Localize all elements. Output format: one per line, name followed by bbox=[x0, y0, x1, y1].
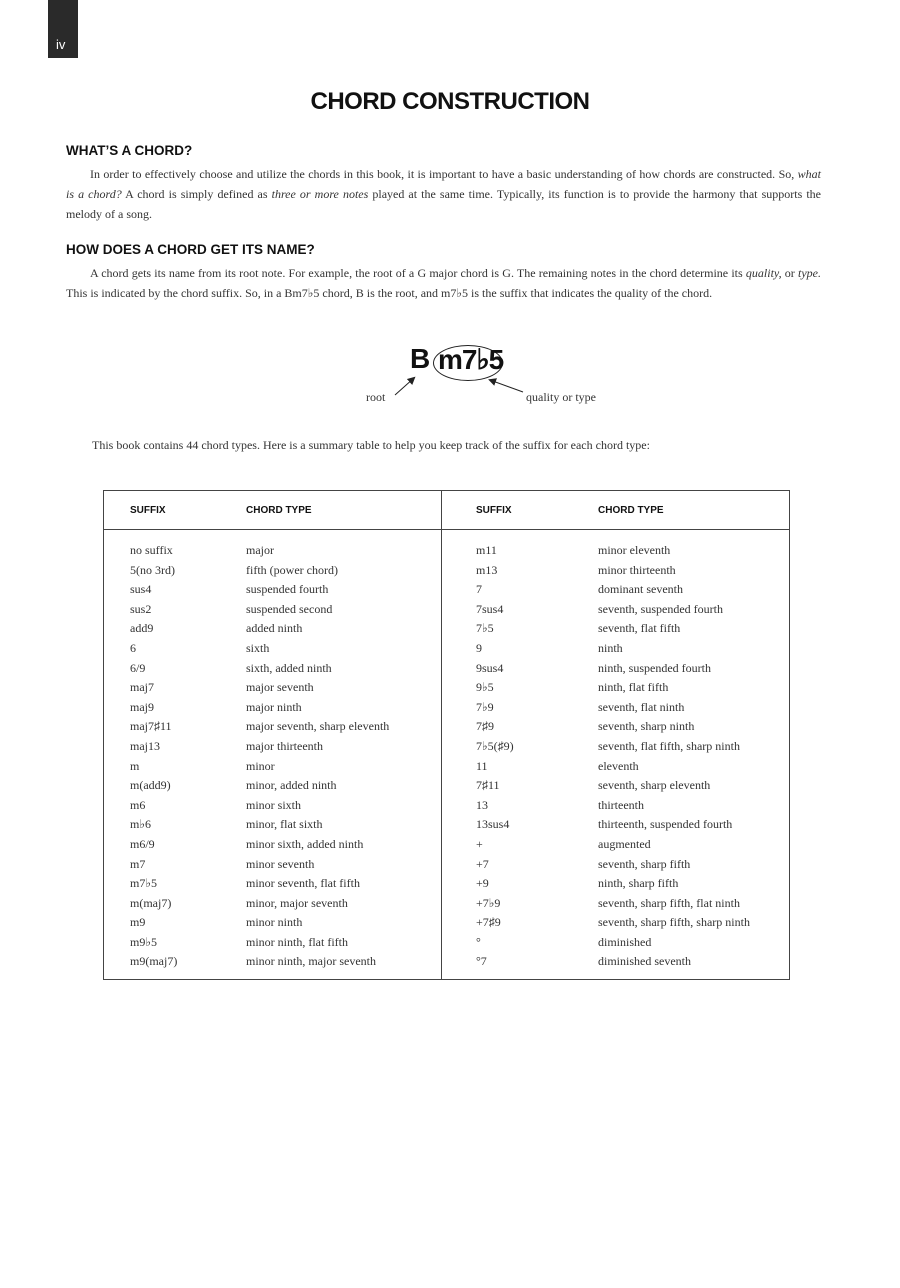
chord-type-cell: seventh, sharp fifth, flat ninth bbox=[598, 895, 740, 910]
suffix-list bbox=[130, 541, 177, 972]
emphasis: three or more notes bbox=[271, 187, 369, 201]
chord-suffix-cell: 7♭5(♯9) bbox=[476, 738, 514, 753]
quality-label: quality or type bbox=[526, 390, 596, 404]
chord-type-cell: seventh, sharp fifth, sharp ninth bbox=[598, 915, 750, 930]
suffix-list bbox=[476, 541, 514, 972]
chord-suffix-cell: 7sus4 bbox=[476, 601, 504, 616]
chord-suffix-cell: 7♭5 bbox=[476, 621, 494, 636]
chord-suffix-cell: m♭6 bbox=[130, 817, 151, 832]
emphasis: what is a chord? bbox=[66, 167, 821, 201]
root-label: root bbox=[366, 390, 386, 404]
chord-suffix-cell: m bbox=[130, 758, 140, 773]
chord-type-cell: suspended fourth bbox=[246, 582, 329, 597]
chord-type-cell: ninth, suspended fourth bbox=[598, 660, 711, 675]
chord-type-cell: seventh, flat ninth bbox=[598, 699, 685, 714]
chord-suffix-cell: +7♭9 bbox=[476, 895, 501, 910]
chord-type-cell: sixth, added ninth bbox=[246, 660, 332, 675]
chord-type-list bbox=[598, 541, 750, 972]
chord-type-cell: added ninth bbox=[246, 621, 303, 636]
chord-suffix-cell: 7 bbox=[476, 582, 482, 597]
chord-suffix-cell: 13sus4 bbox=[476, 817, 510, 832]
chord-type-cell: minor eleventh bbox=[598, 543, 671, 557]
chord-type-cell: seventh, flat fifth, sharp ninth bbox=[598, 738, 740, 753]
chord-type-cell: thirteenth, suspended fourth bbox=[598, 817, 733, 832]
suffix-header: SUFFIX bbox=[476, 505, 512, 516]
chord-type-cell: minor bbox=[246, 758, 275, 773]
emphasis: quality, bbox=[745, 266, 782, 280]
chord-type-cell: major ninth bbox=[246, 699, 302, 714]
chord-type-cell: minor ninth bbox=[246, 915, 303, 930]
chord-type-cell: thirteenth bbox=[598, 797, 644, 812]
chord-suffix-cell: 9 bbox=[476, 640, 482, 655]
emphasis: type. bbox=[798, 266, 821, 280]
chord-suffix-cell: m13 bbox=[476, 562, 498, 577]
chord-type-cell: eleventh bbox=[598, 758, 639, 773]
chord-suffix: m7♭5 bbox=[438, 344, 504, 375]
suffix-header: SUFFIX bbox=[130, 505, 166, 516]
chord-type-cell: minor ninth, flat fifth bbox=[246, 934, 348, 949]
chord-suffix-cell: + bbox=[476, 836, 483, 851]
chord-suffix-cell: 7♭9 bbox=[476, 699, 494, 714]
page-title: CHORD CONSTRUCTION bbox=[310, 88, 590, 115]
page-number: iv bbox=[56, 37, 66, 52]
chord-suffix-cell: °7 bbox=[476, 954, 487, 969]
chord-suffix-cell: no suffix bbox=[130, 543, 173, 557]
header-rule bbox=[104, 529, 789, 530]
column-divider bbox=[441, 491, 442, 979]
chord-suffix-cell: 9sus4 bbox=[476, 660, 504, 675]
chord-suffix-cell: 13 bbox=[476, 797, 488, 812]
chord-type-cell: suspended second bbox=[246, 601, 333, 616]
chord-suffix-cell: +7♯9 bbox=[476, 915, 501, 930]
chord-type-cell: seventh, sharp ninth bbox=[598, 719, 695, 734]
section-paragraph: A chord gets its name from its root note. For example, the root of a G major chord is G. The remaining notes in the chord determine its quality, or type. This is indicated by the chord suffix. So, in a Bm7♭5 chord, B is the root, and m7♭5 is the suffix that indicates the quality of the chord. bbox=[66, 266, 821, 300]
chord-type-cell: minor sixth bbox=[246, 797, 302, 812]
chord-type-cell: sixth bbox=[246, 640, 270, 655]
chord-suffix-cell: 9♭5 bbox=[476, 680, 494, 695]
section-heading: WHAT’S A CHORD? bbox=[66, 143, 193, 158]
page-number-tab bbox=[48, 0, 78, 58]
chord-suffix-cell: m11 bbox=[476, 543, 497, 557]
chord-suffix-cell: m(add9) bbox=[130, 778, 171, 793]
chord-type-cell: minor, flat sixth bbox=[246, 817, 323, 832]
quality-arrow bbox=[490, 380, 523, 392]
chord-type-header: CHORD TYPE bbox=[598, 505, 664, 516]
chord-suffix-cell: m9(maj7) bbox=[130, 954, 178, 969]
chord-type-cell: minor, major seventh bbox=[246, 895, 348, 910]
chord-suffix-cell: 6 bbox=[130, 640, 136, 655]
chord-type-cell: diminished seventh bbox=[598, 954, 691, 969]
table-intro: This book contains 44 chord types. Here is a summary table to help you keep track of the suffix for each chord type: bbox=[92, 438, 650, 452]
chord-suffix-cell: sus2 bbox=[130, 601, 152, 616]
chord-suffix-cell: 5(no 3rd) bbox=[130, 562, 175, 577]
chord-type-cell: seventh, sharp fifth bbox=[598, 856, 691, 871]
chord-type-cell: major bbox=[246, 543, 274, 557]
chord-suffix-cell: 6/9 bbox=[130, 660, 146, 675]
chord-suffix-cell: 7♯11 bbox=[476, 778, 500, 793]
section-paragraph: In order to effectively choose and utilize the chords in this book, it is important to have a basic understanding of how chords are constructed. So, what is a chord? A chord is simply defined as three or more notes played at the same time. Typically, its function is to provide the harmony that supports the melody of a song. bbox=[66, 167, 821, 221]
chord-type-cell: ninth bbox=[598, 640, 623, 655]
chord-type-cell: major seventh bbox=[246, 680, 314, 695]
chord-suffix-cell: sus4 bbox=[130, 582, 152, 597]
chord-type-cell: ninth, flat fifth bbox=[598, 680, 669, 695]
chord-name-diagram bbox=[340, 335, 640, 415]
chord-type-cell: minor seventh, flat fifth bbox=[246, 876, 360, 891]
chord-type-cell: diminished bbox=[598, 934, 652, 949]
chord-type-cell: minor thirteenth bbox=[598, 562, 676, 577]
section-whats-a-chord bbox=[66, 143, 821, 224]
chord-type-cell: minor seventh bbox=[246, 856, 315, 871]
chord-suffix-cell: +9 bbox=[476, 876, 489, 891]
chord-root: B bbox=[410, 343, 431, 374]
chord-suffix-cell: add9 bbox=[130, 621, 154, 636]
chord-suffix-cell: m(maj7) bbox=[130, 895, 172, 910]
chord-suffix-cell: m9 bbox=[130, 915, 146, 930]
chord-suffix-cell: maj9 bbox=[130, 699, 154, 714]
chord-type-cell: seventh, flat fifth bbox=[598, 621, 681, 636]
chord-type-cell: minor sixth, added ninth bbox=[246, 836, 364, 851]
chord-suffix-cell: ° bbox=[476, 934, 481, 949]
chord-type-list bbox=[246, 541, 389, 972]
chord-type-cell: fifth (power chord) bbox=[246, 562, 338, 577]
chord-type-cell: seventh, suspended fourth bbox=[598, 601, 723, 616]
chord-suffix-cell: m9♭5 bbox=[130, 934, 157, 949]
chord-type-cell: dominant seventh bbox=[598, 582, 683, 597]
section-chord-name bbox=[66, 242, 821, 303]
chord-suffix-cell: 11 bbox=[476, 758, 488, 773]
chord-type-cell: augmented bbox=[598, 836, 651, 851]
chord-type-cell: minor ninth, major seventh bbox=[246, 954, 376, 969]
chord-suffix-cell: m6/9 bbox=[130, 836, 155, 851]
chord-type-cell: major seventh, sharp eleventh bbox=[246, 719, 390, 734]
chord-suffix-cell: 7♯9 bbox=[476, 719, 494, 734]
chord-types-table bbox=[103, 490, 790, 980]
chord-type-cell: minor, added ninth bbox=[246, 778, 337, 793]
chord-suffix-cell: m6 bbox=[130, 797, 146, 812]
chord-type-cell: major thirteenth bbox=[246, 738, 323, 753]
chord-suffix-cell: m7♭5 bbox=[130, 876, 157, 891]
chord-suffix-cell: maj13 bbox=[130, 738, 160, 753]
chord-type-header: CHORD TYPE bbox=[246, 505, 312, 516]
chord-suffix-cell: maj7 bbox=[130, 680, 154, 695]
chord-suffix-cell: +7 bbox=[476, 856, 489, 871]
chord-type-cell: ninth, sharp fifth bbox=[598, 876, 679, 891]
chord-suffix-cell: m7 bbox=[130, 856, 146, 871]
chord-suffix-cell: maj7♯11 bbox=[130, 719, 172, 734]
section-heading: HOW DOES A CHORD GET ITS NAME? bbox=[66, 242, 315, 257]
root-arrow bbox=[395, 378, 414, 395]
chord-type-cell: seventh, sharp eleventh bbox=[598, 778, 711, 793]
